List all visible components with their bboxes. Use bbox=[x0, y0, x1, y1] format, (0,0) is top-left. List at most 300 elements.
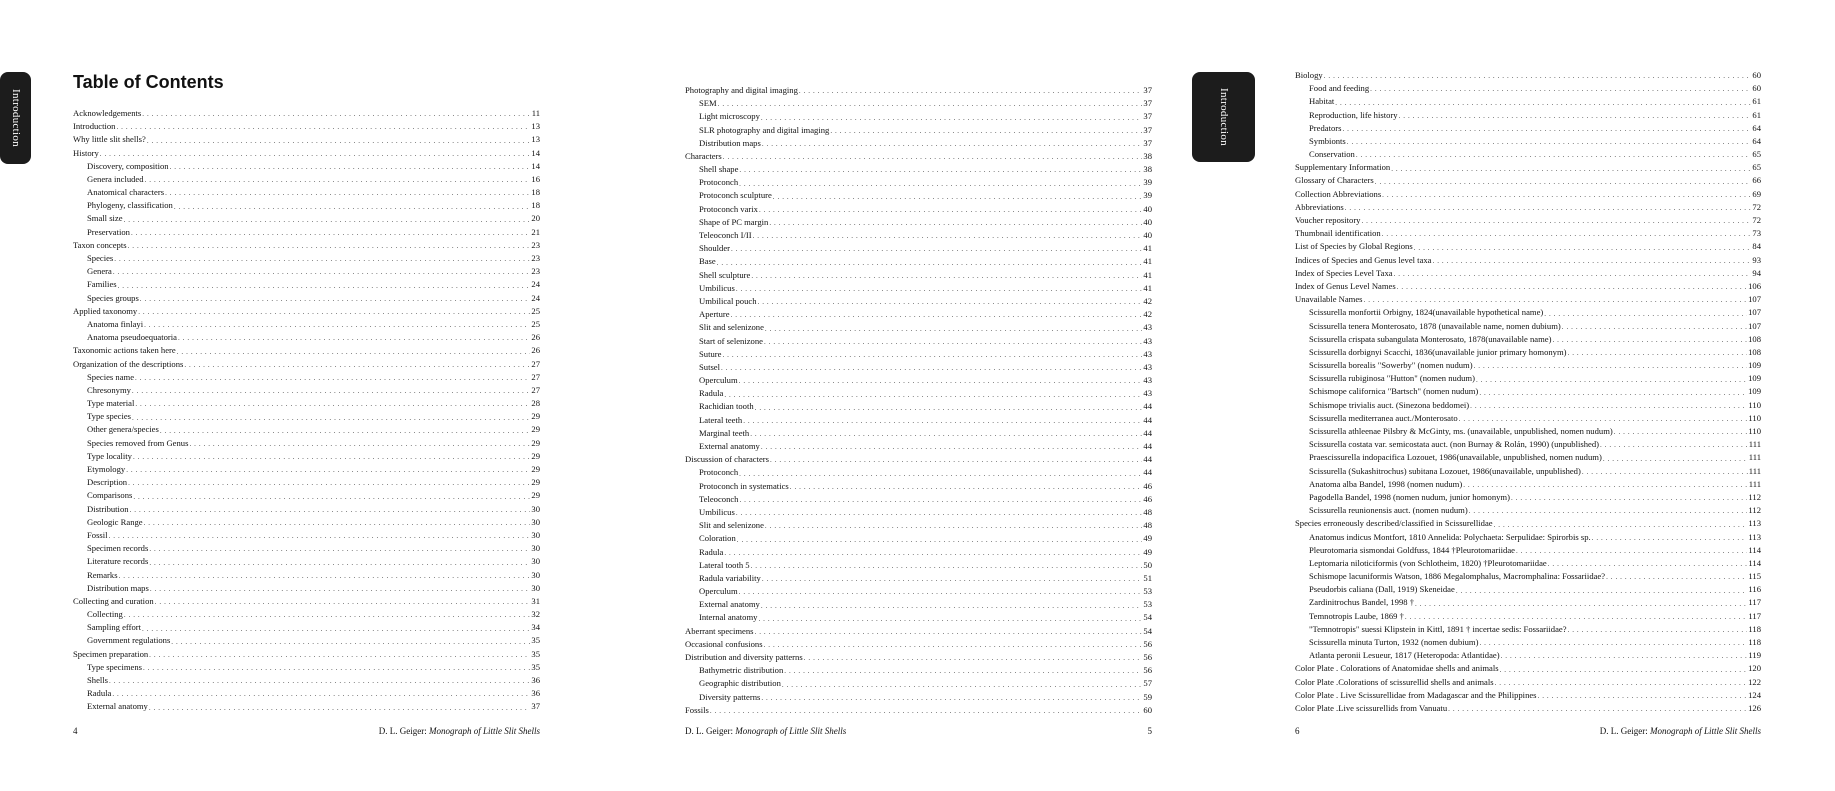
toc-entry-page: 64 bbox=[1752, 135, 1761, 146]
toc-entry-title: Anatomical characters bbox=[87, 187, 165, 198]
toc-entry-title: Type species bbox=[87, 411, 132, 422]
toc-entry-title: Biology bbox=[1295, 69, 1323, 80]
toc-entry-title: Species bbox=[87, 253, 114, 264]
toc-entry bbox=[1295, 623, 1761, 636]
footer-book-title: Monograph of Little Slit Shells bbox=[735, 726, 847, 736]
toc-entry bbox=[685, 466, 1152, 479]
toc-entry-page: 56 bbox=[1143, 652, 1152, 663]
dot-leader bbox=[109, 676, 530, 687]
dot-leader bbox=[133, 452, 530, 463]
toc-entry-title: Photography and digital imaging bbox=[685, 84, 798, 95]
dot-leader bbox=[1469, 506, 1748, 517]
toc-entry bbox=[685, 638, 1152, 651]
toc-entry bbox=[73, 173, 540, 186]
toc-entry-title: Shell sculpture bbox=[699, 269, 751, 280]
toc-entry-page: 48 bbox=[1143, 520, 1152, 531]
dot-leader bbox=[765, 521, 1142, 532]
dot-leader bbox=[799, 86, 1143, 97]
dot-leader bbox=[1456, 586, 1748, 597]
toc-entry-title: External anatomy bbox=[87, 701, 148, 712]
toc-entry bbox=[73, 529, 540, 542]
toc-entry bbox=[685, 124, 1152, 137]
dot-leader bbox=[739, 495, 1142, 506]
toc-entry bbox=[1295, 306, 1761, 319]
dot-leader bbox=[177, 347, 531, 358]
toc-entry bbox=[685, 598, 1152, 611]
toc-entry bbox=[685, 176, 1152, 189]
dot-leader bbox=[755, 627, 1143, 638]
footer-author: D. L. Geiger: bbox=[378, 726, 429, 736]
toc-entry-title: Pagodella Bandel, 1998 (nomen nudum, junior homonym) bbox=[1309, 491, 1510, 502]
dot-leader bbox=[119, 571, 531, 582]
toc-entry-title: Species removed from Genus bbox=[87, 437, 189, 448]
toc-entry-page: 107 bbox=[1748, 307, 1761, 318]
toc-entry-page: 111 bbox=[1748, 439, 1761, 450]
toc-entry bbox=[685, 242, 1152, 255]
toc-entry-title: Small size bbox=[87, 213, 123, 224]
toc-entry-page: 51 bbox=[1143, 572, 1152, 583]
toc-entry bbox=[685, 704, 1152, 717]
toc-entry-page: 73 bbox=[1752, 228, 1761, 239]
toc-entry bbox=[1295, 557, 1761, 570]
toc-entry-page: 37 bbox=[531, 701, 540, 712]
dot-leader bbox=[1324, 71, 1752, 82]
toc-entry bbox=[1295, 95, 1761, 108]
toc-entry-title: Phylogeny, classification bbox=[87, 200, 173, 211]
dot-leader bbox=[751, 271, 1142, 282]
toc-entry-page: 32 bbox=[531, 609, 540, 620]
dot-leader bbox=[1544, 309, 1747, 320]
toc-entry bbox=[73, 608, 540, 621]
toc-entry-page: 117 bbox=[1748, 610, 1761, 621]
toc-entry-title: Anatoma alba Bandel, 1998 (nomen nudum) bbox=[1309, 478, 1463, 489]
dot-leader bbox=[1345, 203, 1752, 214]
dot-leader bbox=[743, 416, 1142, 427]
dot-leader bbox=[1600, 440, 1748, 451]
toc-entry bbox=[1295, 201, 1761, 214]
toc-entry-title: External anatomy bbox=[699, 599, 760, 610]
toc-entry bbox=[73, 635, 540, 648]
section-tab bbox=[1192, 72, 1255, 162]
toc-entry bbox=[1295, 227, 1761, 240]
dot-leader bbox=[718, 99, 1143, 110]
toc-entry bbox=[685, 216, 1152, 229]
dot-leader bbox=[1500, 665, 1748, 676]
toc-entry bbox=[73, 489, 540, 502]
dot-leader bbox=[1476, 375, 1747, 386]
toc-entry bbox=[1295, 122, 1761, 135]
toc-entry-title: Type material bbox=[87, 398, 135, 409]
toc-entry-title: Symbionts bbox=[1309, 135, 1346, 146]
toc-entry bbox=[1295, 346, 1761, 359]
dot-leader bbox=[1562, 322, 1747, 333]
toc-entry-title: Base bbox=[699, 256, 716, 267]
page-number: 6 bbox=[1295, 726, 1300, 736]
toc-entry-title: Rachidian tooth bbox=[699, 401, 754, 412]
toc-entry-title: Color Plate . Live Scissurellidae from Madagascar and the Philippines bbox=[1295, 689, 1537, 700]
dot-leader bbox=[1399, 111, 1752, 122]
toc-entry bbox=[685, 190, 1152, 203]
toc-entry-page: 126 bbox=[1748, 702, 1761, 713]
toc-entry-page: 30 bbox=[531, 582, 540, 593]
dot-leader bbox=[1603, 454, 1748, 465]
toc-entry-page: 57 bbox=[1143, 678, 1152, 689]
dot-leader bbox=[739, 376, 1143, 387]
toc-entry bbox=[1295, 425, 1761, 438]
toc-entry-title: Shoulder bbox=[699, 243, 731, 254]
toc-entry bbox=[1295, 293, 1761, 306]
toc-entry bbox=[73, 305, 540, 318]
dot-leader bbox=[171, 637, 530, 648]
toc-entry-page: 30 bbox=[531, 516, 540, 527]
toc-entry bbox=[1295, 188, 1761, 201]
toc-entry bbox=[1295, 214, 1761, 227]
toc-entry-title: Chresonymy bbox=[87, 384, 131, 395]
dot-leader bbox=[731, 244, 1142, 255]
dot-leader bbox=[1370, 84, 1751, 95]
toc-entry-page: 108 bbox=[1748, 333, 1761, 344]
toc-entry bbox=[73, 542, 540, 555]
toc-entry-title: Thumbnail identification bbox=[1295, 228, 1381, 239]
toc-page-6 bbox=[1217, 0, 1835, 791]
toc-entry-title: Aberrant specimens bbox=[685, 625, 754, 636]
toc-entry-title: Geographic distribution bbox=[699, 678, 781, 689]
toc-entry bbox=[685, 559, 1152, 572]
toc-entry bbox=[685, 519, 1152, 532]
toc-entry bbox=[1295, 610, 1761, 623]
toc-entry-page: 116 bbox=[1748, 584, 1761, 595]
toc-entry-title: Discussion of characters bbox=[685, 454, 769, 465]
toc-entry-title: Species name bbox=[87, 371, 135, 382]
dot-leader bbox=[721, 363, 1142, 374]
toc-entry-page: 18 bbox=[531, 187, 540, 198]
dot-leader bbox=[759, 205, 1142, 216]
toc-entry-page: 30 bbox=[531, 543, 540, 554]
dot-leader bbox=[1361, 216, 1751, 227]
toc-entry-page: 27 bbox=[531, 384, 540, 395]
dot-leader bbox=[1448, 704, 1747, 715]
toc-entry bbox=[685, 440, 1152, 453]
toc-entry bbox=[1295, 82, 1761, 95]
dot-leader bbox=[758, 614, 1142, 625]
dot-leader bbox=[724, 390, 1142, 401]
toc-entry bbox=[685, 150, 1152, 163]
toc-entry-title: Shape of PC margin bbox=[699, 216, 769, 227]
dot-leader bbox=[1582, 467, 1748, 478]
toc-entry-list bbox=[685, 84, 1152, 717]
dot-leader bbox=[147, 136, 531, 147]
section-tab-label: Introduction bbox=[1217, 88, 1230, 146]
toc-entry-page: 113 bbox=[1748, 518, 1761, 529]
toc-entry-page: 69 bbox=[1752, 188, 1761, 199]
toc-entry bbox=[685, 229, 1152, 242]
running-footer bbox=[685, 726, 846, 736]
toc-entry-page: 65 bbox=[1752, 149, 1761, 160]
toc-entry bbox=[685, 691, 1152, 704]
dot-leader bbox=[737, 535, 1143, 546]
toc-entry-title: Pseudorbis caliana (Dall, 1919) Skeneidae bbox=[1309, 584, 1455, 595]
toc-entry bbox=[73, 516, 540, 529]
toc-entry bbox=[1295, 491, 1761, 504]
toc-entry-page: 106 bbox=[1748, 280, 1761, 291]
dot-leader bbox=[762, 139, 1143, 150]
toc-entry-page: 53 bbox=[1143, 599, 1152, 610]
toc-entry bbox=[1295, 597, 1761, 610]
toc-entry bbox=[685, 506, 1152, 519]
dot-leader bbox=[784, 666, 1142, 677]
toc-entry-page: 43 bbox=[1143, 322, 1152, 333]
dot-leader bbox=[739, 179, 1142, 190]
toc-entry-title: Zardinitrochus Bandel, 1998 † bbox=[1309, 597, 1415, 608]
dot-leader bbox=[1414, 243, 1752, 254]
toc-entry-title: Schismope trivialis auct. (Sinezona beddomei) bbox=[1309, 399, 1470, 410]
toc-entry-page: 16 bbox=[531, 173, 540, 184]
dot-leader bbox=[100, 149, 531, 160]
dot-leader bbox=[126, 465, 530, 476]
toc-entry bbox=[1295, 372, 1761, 385]
toc-entry bbox=[73, 621, 540, 634]
toc-entry-title: Description bbox=[87, 477, 128, 488]
toc-entry-title: Taxon concepts bbox=[73, 239, 127, 250]
toc-entry bbox=[73, 252, 540, 265]
toc-entry bbox=[1295, 570, 1761, 583]
toc-entry bbox=[73, 700, 540, 713]
toc-entry-title: Scissurella dorbignyi Scacchi, 1836(unavailable junior primary homonym) bbox=[1309, 346, 1567, 357]
toc-entry-page: 120 bbox=[1748, 663, 1761, 674]
toc-entry-page: 40 bbox=[1143, 216, 1152, 227]
toc-entry-page: 29 bbox=[531, 490, 540, 501]
toc-entry-page: 37 bbox=[1143, 98, 1152, 109]
toc-entry-page: 37 bbox=[1143, 111, 1152, 122]
toc-entry bbox=[73, 582, 540, 595]
toc-entry bbox=[685, 203, 1152, 216]
toc-entry bbox=[73, 133, 540, 146]
toc-entry bbox=[685, 137, 1152, 150]
toc-entry bbox=[1295, 399, 1761, 412]
toc-entry-page: 124 bbox=[1748, 689, 1761, 700]
toc-entry-page: 113 bbox=[1748, 531, 1761, 542]
toc-entry-page: 44 bbox=[1143, 427, 1152, 438]
dot-leader bbox=[750, 429, 1142, 440]
toc-entry-title: Genera bbox=[87, 266, 112, 277]
toc-entry-page: 23 bbox=[531, 239, 540, 250]
toc-entry-page: 30 bbox=[531, 503, 540, 514]
toc-entry-page: 25 bbox=[531, 305, 540, 316]
dot-leader bbox=[761, 442, 1143, 453]
toc-entry-title: Abbreviations bbox=[1295, 201, 1344, 212]
toc-entry-title: Predators bbox=[1309, 122, 1342, 133]
toc-entry-title: Scissurella mediterranea auct./Monterosato bbox=[1309, 412, 1458, 423]
dot-leader bbox=[751, 561, 1143, 572]
dot-leader bbox=[124, 610, 531, 621]
dot-leader bbox=[736, 508, 1143, 519]
toc-entry-title: Species erroneously described/classified in Scissurellidae bbox=[1295, 518, 1493, 529]
toc-entry bbox=[1295, 267, 1761, 280]
dot-leader bbox=[149, 650, 530, 661]
toc-entry-page: 14 bbox=[531, 160, 540, 171]
toc-entry-title: Bathymetric distribution bbox=[699, 665, 784, 676]
toc-entry-title: Collecting bbox=[87, 609, 123, 620]
toc-entry bbox=[1295, 702, 1761, 715]
toc-entry bbox=[73, 503, 540, 516]
dot-leader bbox=[189, 439, 530, 450]
toc-entry bbox=[73, 437, 540, 450]
dot-leader bbox=[722, 350, 1142, 361]
toc-entry-title: Preservation bbox=[87, 226, 130, 237]
toc-entry bbox=[73, 226, 540, 239]
toc-entry-page: 93 bbox=[1752, 254, 1761, 265]
page-footer bbox=[685, 726, 1152, 736]
toc-entry bbox=[73, 648, 540, 661]
toc-page-4 bbox=[0, 0, 612, 791]
toc-page-5 bbox=[612, 0, 1224, 791]
toc-entry-title: Anatoma pseudoequatoria bbox=[87, 332, 177, 343]
toc-entry-title: Other genera/species bbox=[87, 424, 159, 435]
toc-entry bbox=[73, 186, 540, 199]
dot-leader bbox=[132, 386, 530, 397]
toc-entry bbox=[685, 612, 1152, 625]
toc-entry-page: 112 bbox=[1748, 505, 1761, 516]
toc-entry bbox=[1295, 636, 1761, 649]
toc-entry bbox=[1295, 254, 1761, 267]
toc-entry-title: Supplementary Information bbox=[1295, 162, 1391, 173]
toc-entry-title: Coloration bbox=[699, 533, 736, 544]
dot-leader bbox=[184, 360, 530, 371]
toc-entry-title: Index of Genus Level Names bbox=[1295, 280, 1396, 291]
dot-leader bbox=[1479, 638, 1747, 649]
toc-entry-page: 43 bbox=[1143, 375, 1152, 386]
toc-entry-page: 24 bbox=[531, 292, 540, 303]
toc-entry-page: 20 bbox=[531, 213, 540, 224]
dot-leader bbox=[1459, 414, 1748, 425]
dot-leader bbox=[1552, 335, 1747, 346]
toc-entry bbox=[73, 292, 540, 305]
toc-entry-page: 84 bbox=[1752, 241, 1761, 252]
toc-entry-page: 50 bbox=[1143, 559, 1152, 570]
toc-entry bbox=[73, 278, 540, 291]
toc-entry-page: 13 bbox=[531, 134, 540, 145]
toc-entry-page: 43 bbox=[1143, 335, 1152, 346]
toc-entry bbox=[685, 677, 1152, 690]
dot-leader bbox=[1335, 98, 1751, 109]
toc-entry-page: 110 bbox=[1748, 426, 1761, 437]
toc-entry-page: 107 bbox=[1748, 320, 1761, 331]
running-footer bbox=[1600, 726, 1761, 736]
toc-entry-page: 56 bbox=[1143, 638, 1152, 649]
toc-entry-page: 60 bbox=[1752, 69, 1761, 80]
toc-entry-page: 11 bbox=[531, 107, 540, 118]
dot-leader bbox=[1391, 164, 1751, 175]
toc-entry-page: 66 bbox=[1752, 175, 1761, 186]
toc-entry bbox=[685, 282, 1152, 295]
toc-entry-page: 37 bbox=[1143, 137, 1152, 148]
toc-entry-title: SLR photography and digital imaging bbox=[699, 124, 830, 135]
toc-entry-title: Occasional confusions bbox=[685, 638, 763, 649]
toc-entry-title: Praescissurella indopacifica Lozouet, 1986(unavailable, unpublished, nomen nudum) bbox=[1309, 452, 1602, 463]
dot-leader bbox=[1614, 427, 1748, 438]
toc-entry-page: 118 bbox=[1748, 623, 1761, 634]
page-footer bbox=[1295, 726, 1761, 736]
dot-leader bbox=[1397, 282, 1747, 293]
toc-entry bbox=[73, 160, 540, 173]
page-number: 5 bbox=[1147, 726, 1152, 736]
toc-entry bbox=[685, 585, 1152, 598]
toc-entry-title: External anatomy bbox=[699, 441, 760, 452]
toc-entry-page: 23 bbox=[531, 266, 540, 277]
toc-entry-title: Scissurella minuta Turton, 1932 (nomen dubium) bbox=[1309, 637, 1479, 648]
toc-entry-page: 44 bbox=[1143, 414, 1152, 425]
toc-entry-page: 23 bbox=[531, 253, 540, 264]
toc-entry-page: 115 bbox=[1748, 571, 1761, 582]
toc-entry-title: Indices of Species and Genus level taxa bbox=[1295, 254, 1432, 265]
dot-leader bbox=[1495, 678, 1748, 689]
toc-entry bbox=[685, 401, 1152, 414]
toc-entry-title: Organization of the descriptions bbox=[73, 358, 184, 369]
toc-entry-title: Internal anatomy bbox=[699, 612, 758, 623]
toc-entry bbox=[685, 664, 1152, 677]
dot-leader bbox=[1511, 493, 1747, 504]
toc-entry-title: Lateral tooth 5 bbox=[699, 559, 750, 570]
dot-leader bbox=[770, 455, 1142, 466]
toc-entry-title: Scissurella reunionensis auct. (nomen nudum) bbox=[1309, 505, 1468, 516]
toc-entry bbox=[685, 269, 1152, 282]
toc-entry-title: Scissurella borealis "Sowerby" (nomen nudum) bbox=[1309, 360, 1473, 371]
toc-entry bbox=[73, 555, 540, 568]
toc-entry-title: Anatoma finlayi bbox=[87, 318, 144, 329]
toc-entry bbox=[685, 625, 1152, 638]
toc-entry-page: 35 bbox=[531, 661, 540, 672]
dot-leader bbox=[782, 680, 1143, 691]
toc-entry-page: 44 bbox=[1143, 401, 1152, 412]
dot-leader bbox=[804, 653, 1143, 664]
toc-entry-page: 36 bbox=[531, 688, 540, 699]
dot-leader bbox=[1342, 124, 1751, 135]
dot-leader bbox=[116, 122, 530, 133]
toc-entry-title: Protoconch varix bbox=[699, 203, 758, 214]
toc-entry-page: 65 bbox=[1752, 162, 1761, 173]
toc-entry-page: 107 bbox=[1748, 294, 1761, 305]
toc-entry-title: Protoconch in systematics bbox=[699, 480, 789, 491]
dot-leader bbox=[1548, 559, 1748, 570]
toc-entry-title: Families bbox=[87, 279, 117, 290]
dot-leader bbox=[1479, 388, 1747, 399]
dot-leader bbox=[769, 218, 1142, 229]
dot-leader bbox=[149, 544, 530, 555]
toc-entry bbox=[1295, 676, 1761, 689]
toc-entry-title: Fossil bbox=[87, 529, 108, 540]
dot-leader bbox=[170, 162, 531, 173]
dot-leader bbox=[1474, 361, 1748, 372]
toc-entry-page: 110 bbox=[1748, 399, 1761, 410]
dot-leader bbox=[165, 188, 530, 199]
dot-leader bbox=[142, 109, 530, 120]
toc-entry-page: 49 bbox=[1143, 533, 1152, 544]
toc-entry-title: Slit and selenizone bbox=[699, 520, 764, 531]
dot-leader bbox=[1592, 533, 1748, 544]
toc-entry-page: 35 bbox=[531, 648, 540, 659]
toc-entry-page: 29 bbox=[531, 437, 540, 448]
dot-leader bbox=[1433, 256, 1752, 267]
toc-entry-title: Radula variability bbox=[699, 572, 761, 583]
toc-entry-title: Teleoconch bbox=[699, 493, 739, 504]
toc-entry-page: 38 bbox=[1143, 164, 1152, 175]
toc-entry bbox=[73, 199, 540, 212]
toc-entry-title: Literature records bbox=[87, 556, 149, 567]
toc-entry bbox=[73, 331, 540, 344]
footer-author: D. L. Geiger: bbox=[685, 726, 736, 736]
dot-leader bbox=[764, 640, 1143, 651]
dot-leader bbox=[133, 492, 530, 503]
